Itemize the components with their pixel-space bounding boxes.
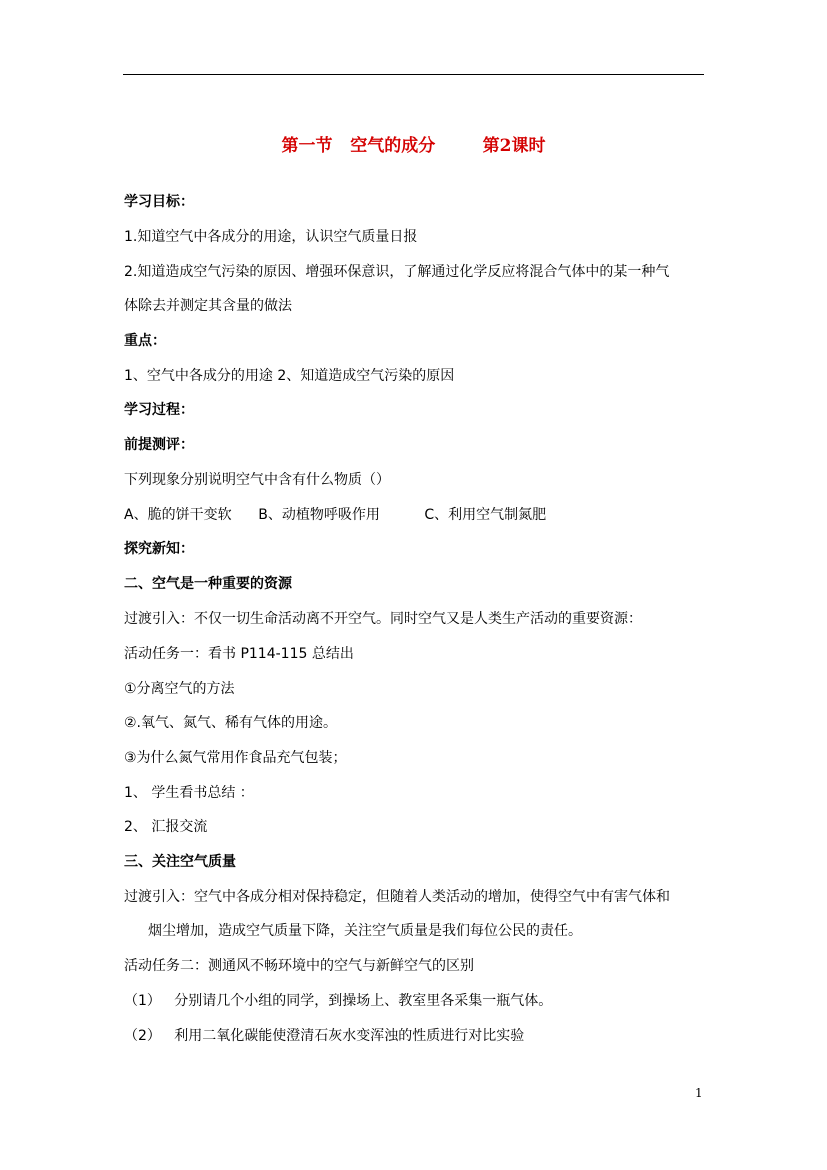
- objective-2-cont: 体除去并测定其含量的做法: [124, 298, 292, 314]
- step-2: 2、 汇报交流: [124, 819, 208, 835]
- activity-2-item-2: （2） 利用二氧化碳能使澄清石灰水变浑浊的性质进行对比实验: [124, 1028, 525, 1044]
- activity-1-item-3: ③为什么氮气常用作食品充气包装；: [124, 750, 347, 766]
- header-rule: [123, 74, 704, 75]
- heading-process: 学习过程：: [124, 402, 194, 418]
- section-two-heading: 二、空气是一种重要的资源: [124, 576, 292, 592]
- step-1: 1、 学生看书总结 ：: [124, 785, 254, 801]
- activity-1: 活动任务一：看书 P114-115 总结出: [124, 646, 354, 662]
- heading-objectives: 学习目标：: [124, 194, 194, 210]
- page-number: 1: [695, 1086, 703, 1100]
- heading-explore: 探究新知：: [124, 541, 194, 557]
- heading-key-points: 重点：: [124, 333, 166, 349]
- key-points: 1、空气中各成分的用途 2、知道造成空气污染的原因: [124, 368, 455, 384]
- section-three-heading: 三、关注空气质量: [124, 854, 236, 870]
- pretest-options: A、脆的饼干变软 B、动植物呼吸作用 C、利用空气制氮肥: [124, 507, 547, 523]
- page-title: 第一节 空气的成分 第2课时: [281, 136, 546, 156]
- objective-1: 1.知道空气中各成分的用途，认识空气质量日报: [124, 229, 418, 245]
- pretest-question: 下列现象分别说明空气中含有什么物质（）: [124, 472, 390, 488]
- transition-1: 过渡引入：不仅一切生命活动离不开空气。同时空气又是人类生产活动的重要资源：: [124, 611, 642, 627]
- objective-2: 2.知道造成空气污染的原因、增强环保意识，了解通过化学反应将混合气体中的某一种气: [124, 264, 670, 280]
- activity-1-item-1: ①分离空气的方法: [124, 681, 235, 697]
- transition-2-cont: 烟尘增加，造成空气质量下降，关注空气质量是我们每位公民的责任。: [148, 923, 582, 939]
- activity-1-item-2: ②.氧气、氮气、稀有气体的用途。: [124, 715, 338, 731]
- activity-2-item-1: （1） 分别请几个小组的同学，到操场上、教室里各采集一瓶气体。: [124, 993, 553, 1009]
- activity-2: 活动任务二：测通风不畅环境中的空气与新鲜空气的区别: [124, 958, 474, 974]
- heading-pretest: 前提测评：: [124, 437, 194, 453]
- transition-2: 过渡引入：空气中各成分相对保持稳定，但随着人类活动的增加，使得空气中有害气体和: [124, 889, 670, 905]
